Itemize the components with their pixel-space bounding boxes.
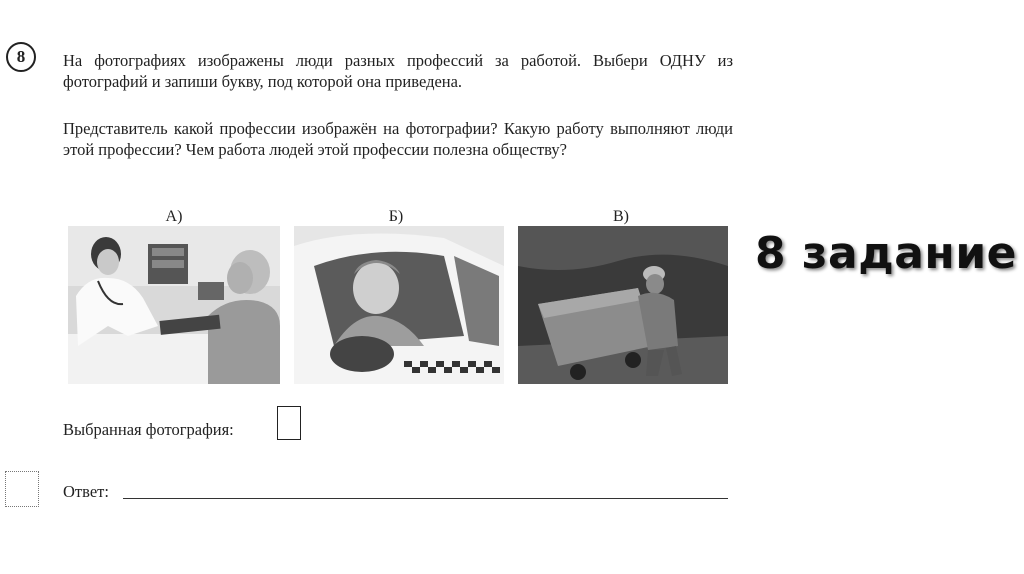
- photo-label-a: А): [165, 208, 183, 225]
- task-instructions: На фотографиях изображены люди разных профессий за работой. Выбери ОДНУ из фотографий и запиши букву, под которой она приведена.: [63, 51, 733, 91]
- photo-label-b: Б): [388, 208, 404, 225]
- answer-score-box: [5, 471, 39, 507]
- task-number-badge: 8: [6, 42, 36, 72]
- chosen-photo-box[interactable]: [277, 406, 301, 440]
- answer-label: Ответ:: [63, 482, 109, 501]
- chosen-photo-label: Выбранная фотография:: [63, 420, 234, 439]
- task-questions: Представитель какой профессии изображён на фотографии? Какую работу выполняют люди этой профессии? Чем работа людей этой профессии полезна обществу?: [63, 119, 733, 159]
- photo-label-c: В): [613, 208, 629, 225]
- photo-doctor: [68, 226, 280, 384]
- answer-line[interactable]: [123, 498, 728, 499]
- photo-miner: [518, 226, 728, 384]
- slide-title: 8 задание: [755, 228, 1017, 279]
- photo-taxi-driver: [294, 226, 504, 384]
